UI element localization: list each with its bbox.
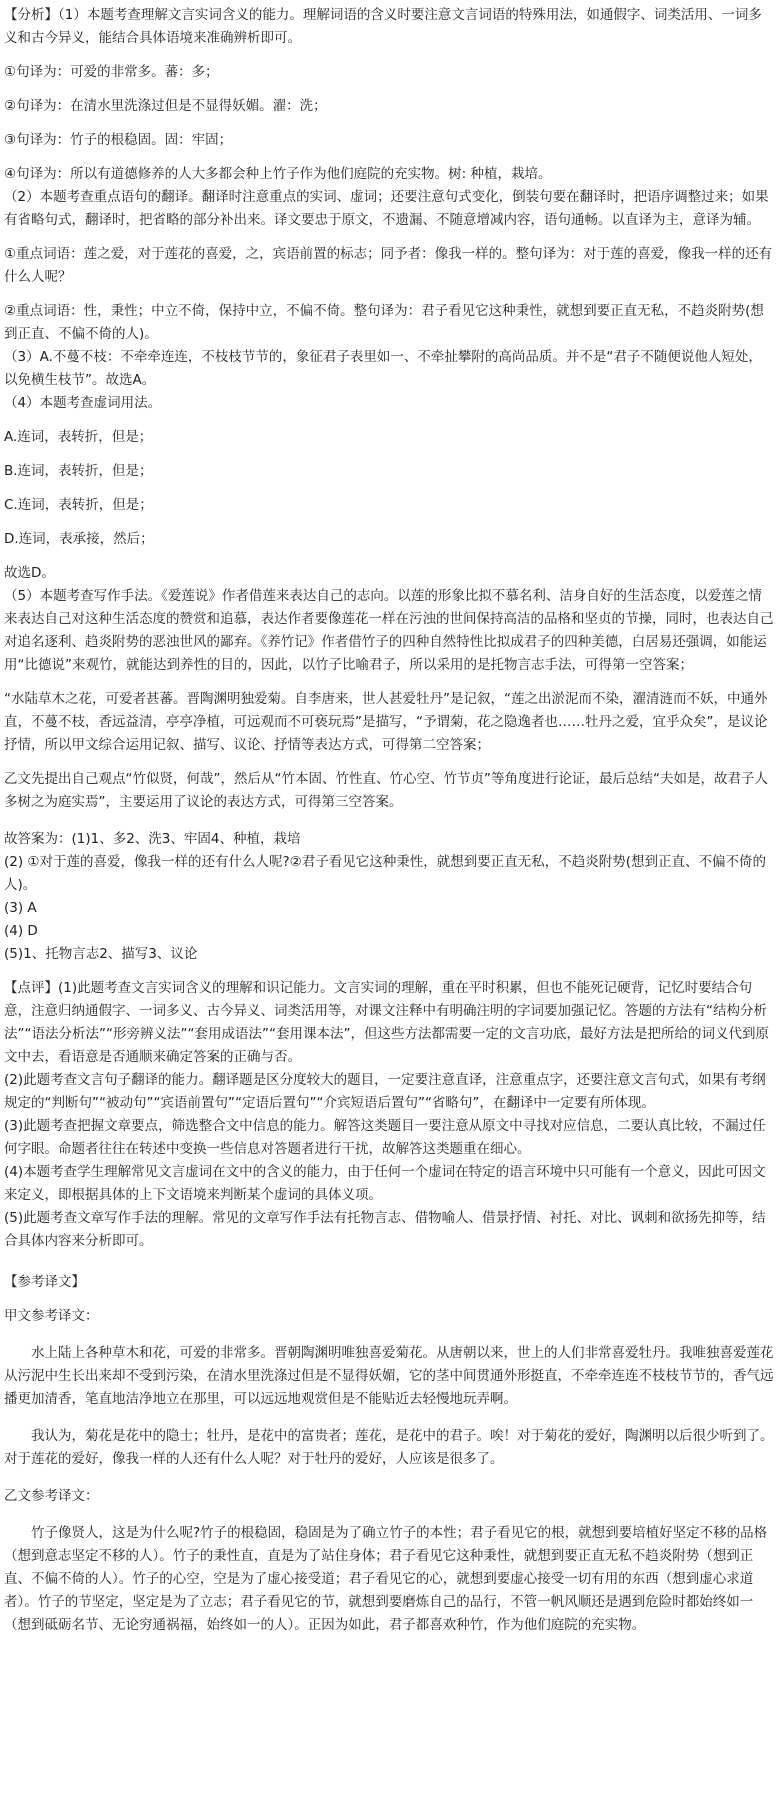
q1-item-4: ④句译为：所以有道德修养的人大多都会种上竹子作为他们庭院的充实物。树: 种植，栽培。 xyxy=(4,166,552,182)
q4-option-c: C.连词，表转折，但是； xyxy=(4,497,153,513)
comment-1: 【点评】(1)此题考查文言实词含义的理解和识记能力。文言实词的理解，重在平时积累，但也不能死记硬背，记忆时要结合句意，注意归纳通假字、一词多义、古今异义、词类活用等，对课文注释中有明确注明的字词要加强记忆。答题的方法有“结构分析法”“语法分析法”“形旁辨义法”“套用成语法”“套用课本法”，但这些方法都需要一定的文言功底，最好方法是把所给的词义代到原文中去，看语意是否通顺来确定答案的正确与否。 xyxy=(4,980,769,1065)
translation-yi-paragraph-1: 竹子像贤人，这是为什么呢?竹子的根稳固，稳固是为了确立竹子的本性；君子看见它的根，就想到要培植好坚定不移的品格（想到意志坚定不移的人）。竹子的秉性直，直是为了站住身体；君子看见它这种秉性，就想到要正直无私不趋炎附势（想到正直、不偏不倚的人）。竹子的心空，空是为了虚心接受道；君子看见它的心，就想到要虚心接受一切有用的东西（想到虚心求道者）。竹子的节坚定，坚定是为了立志；君子看见它的节，就想到要磨炼自己的品行，不管一帆风顺还是遇到危险时都始终如一（想到砥砺名节、无论穷通祸福，始终如一的人）。正因为如此，君子都喜欢种竹，作为他们庭院的充实物。 xyxy=(4,1525,768,1633)
q5-paragraph-2: “水陆草木之花，可爱者甚蕃。晋陶渊明独爱菊。自李唐来，世人甚爱牡丹”是记叙，“莲之出淤泥而不染，濯清涟而不妖，中通外直，不蔓不枝，香远益清，亭亭净植，可远观而不可亵玩焉”是描写，“予谓菊，花之隐逸者也……牡丹之爱，宜乎众矣”，是议论抒情，所以甲文综合运用记叙、描写、议论、抒情等表达方式，可得第二空答案； xyxy=(4,691,768,753)
q4-answer: 故选D。 xyxy=(4,565,55,581)
q1-item-1: ①句译为：可爱的非常多。蕃：多； xyxy=(4,64,219,80)
analysis-header: 【分析】（1）本题考查理解文言实词含义的能力。理解词语的含义时要注意文言词语的特殊用法，如通假字、词类活用、一词多义和古今异义，能结合具体语境来准确辨析即可。 xyxy=(4,7,762,46)
q1-item-3: ③句译为：竹子的根稳固。固：牢固； xyxy=(4,132,233,148)
answer-3: (3) A xyxy=(4,900,37,916)
comment-5: (5)此题考查文章写作手法的理解。常见的文章写作手法有托物言志、借物喻人、借景抒情、衬托、对比、讽刺和欲扬先抑等，结合具体内容来分析即可。 xyxy=(4,1210,766,1249)
answer-2: (2) ①对于莲的喜爱，像我一样的还有什么人呢?②君子看见它这种秉性，就想到要正直无私，不趋炎附势(想到正直、不偏不倚的人)。 xyxy=(4,854,767,893)
translation-header: 【参考译文】 xyxy=(4,1274,85,1290)
q1-item-2: ②句译为：在清水里洗涤过但是不显得妖媚。濯：洗； xyxy=(4,98,327,114)
comment-4: (4)本题考查学生理解常见文言虚词在文中的含义的能力，由于任何一个虚词在特定的语言环境中只可能有一个意义，因此可因文来定义，即根据具体的上下文语境来判断某个虚词的具体义项。 xyxy=(4,1164,766,1203)
answer-4: (4) D xyxy=(4,923,38,939)
q4-option-d: D.连词，表承接，然后； xyxy=(4,531,154,547)
q5-paragraph-3: 乙文先提出自己观点“竹似贤，何哉”，然后从“竹本固、竹性直、竹心空、竹节贞”等角度进行论证，最后总结“夫如是，故君子人多树之为庭实焉”，主要运用了议论的表达方式，可得第三空答案。 xyxy=(4,771,768,810)
q5-paragraph-1: （5）本题考查写作手法。《爱莲说》作者借莲来表达自己的志向。以莲的形象比拟不慕名利、洁身自好的生活态度，以爱莲之情来表达自己对这种生活态度的赞赏和追慕，表达作者要像莲花一样在污浊的世间保持高洁的品格和坚贞的节操，同时，也表达自己对追名逐利、趋炎附势的恶浊世风的鄙弃。《养竹记》作者借竹子的四种自然特性比拟成君子的四种美德，白居易还强调，如能运用“比德说”来观竹，就能达到养性的目的，因此，以竹子比喻君子，所以采用的是托物言志手法，可得第一空答案； xyxy=(4,588,774,673)
translation-jia-paragraph-1: 水上陆上各种草木和花，可爱的非常多。晋朝陶渊明唯独喜爱菊花。从唐朝以来，世上的人们非常喜爱牡丹。我唯独喜爱莲花从污泥中生长出来却不受到污染，在清水里洗涤过但是不显得妖媚，它的茎中间贯通外形挺直，不牵牵连连不枝枝节节的，香气远播更加清香，笔直地洁净地立在那里，可以远远地观赏但是不能贴近去轻慢地玩弄啊。 xyxy=(4,1345,774,1407)
translation-jia-paragraph-2: 我认为，菊花是花中的隐士；牡丹，是花中的富贵者；莲花，是花中的君子。唉！对于菊花的爱好，陶渊明以后很少听到了。对于莲花的爱好，像我一样的人还有什么人呢？对于牡丹的爱好，人应该是很多了。 xyxy=(4,1428,774,1467)
q2-item-2: ②重点词语：性，秉性；中立不倚，保持中立，不偏不倚。整句译为：君子看见它这种秉性，就想到要正直无私，不趋炎附势(想到正直、不偏不倚的人)。 xyxy=(4,303,764,342)
translation-yi-label: 乙文参考译文： xyxy=(4,1488,99,1504)
q4-option-b: B.连词，表转折，但是； xyxy=(4,463,153,479)
q4-intro: （4）本题考查虚词用法。 xyxy=(4,395,162,411)
answer-1: 故答案为：(1)1、多2、洗3、牢固4、种植，栽培 xyxy=(4,831,301,847)
q2-intro: （2）本题考查重点语句的翻译。翻译时注意重点的实词、虚词；还要注意句式变化，倒装句要在翻译时，把语序调整过来；如果有省略句式，翻译时，把省略的部分补出来。译文要忠于原文，不遗漏、不随意增减内容，语句通畅。以直译为主，意译为辅。 xyxy=(4,189,769,228)
comment-3: (3)此题考查把握文章要点，筛选整合文中信息的能力。解答这类题目一要注意从原文中寻找对应信息，二要认真比较，不漏过任何字眼。命题者往往在转述中变换一些信息对答题者进行干扰，故解答这类题重在细心。 xyxy=(4,1118,766,1157)
q3-analysis: （3）A.不蔓不枝：不牵牵连连，不枝枝节节的，象征君子表里如一、不牵扯攀附的高尚品质。并不是“君子不随便说他人短处，以免横生枝节”。故选A。 xyxy=(4,349,762,388)
q2-item-1: ①重点词语：莲之爱，对于莲花的喜爱，之，宾语前置的标志；同予者：像我一样的。整句译为：对于莲的喜爱，像我一样的还有什么人呢？ xyxy=(4,246,773,285)
comment-2: (2)此题考查文言句子翻译的能力。翻译题是区分度较大的题目，一定要注意直译，注意重点字，还要注意文言句式，如果有考纲规定的“判断句”“被动句”“宾语前置句”“定语后置句”“介宾短语后置句”“省略句”，在翻译中一定要有所体现。 xyxy=(4,1072,766,1111)
answer-5: (5)1、托物言志2、描写3、议论 xyxy=(4,946,198,962)
q4-option-a: A.连词，表转折，但是； xyxy=(4,429,153,445)
translation-jia-label: 甲文参考译文： xyxy=(4,1308,99,1324)
